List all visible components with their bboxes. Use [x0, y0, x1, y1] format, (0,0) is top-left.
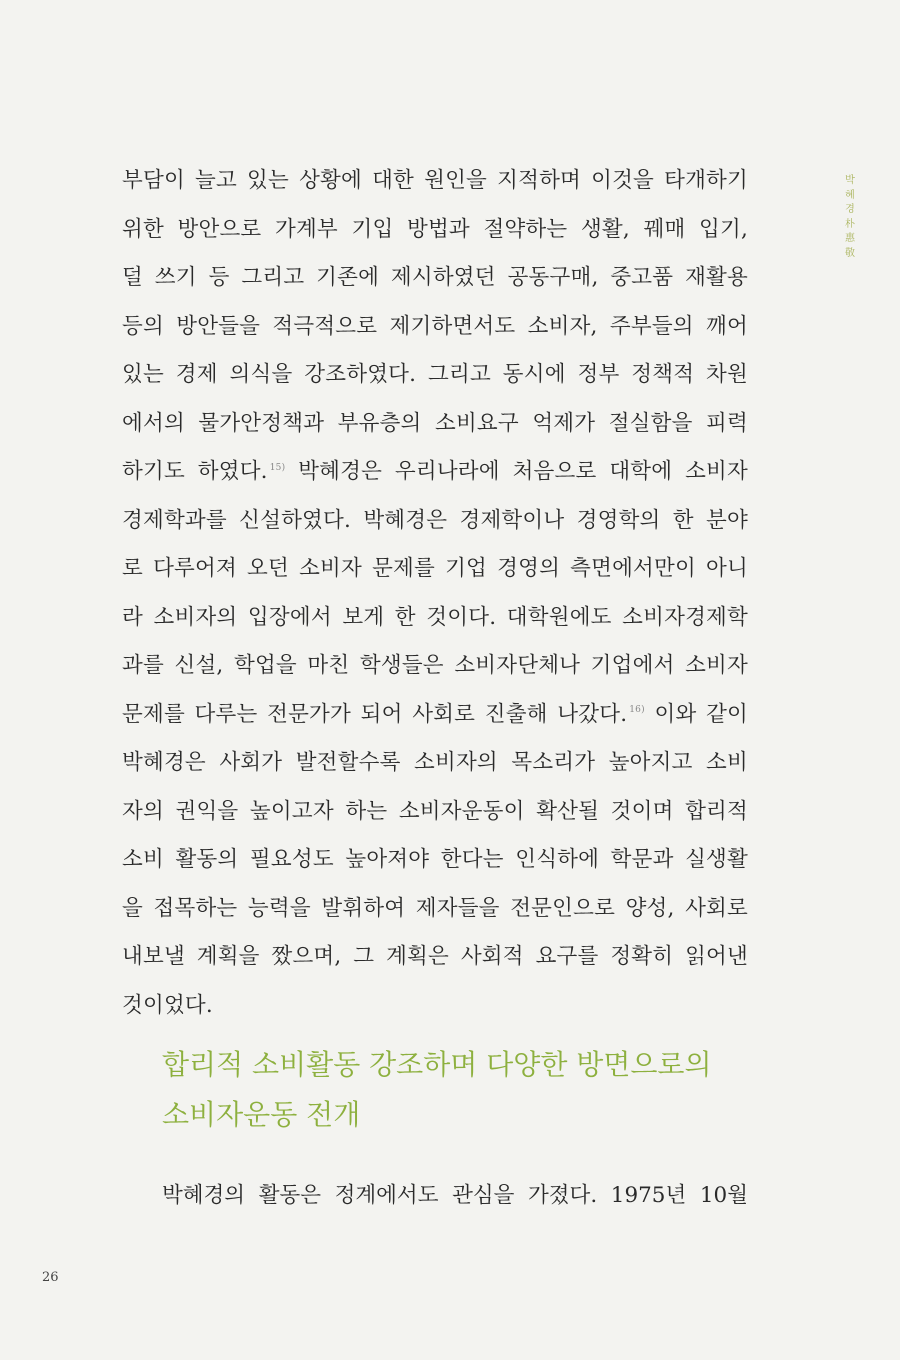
section-heading-line: 합리적 소비활동 강조하며 다양한 방면으로의 — [162, 1048, 712, 1081]
text-segment: 박혜경은 우리나라에 처음으로 대학에 소비자 — [298, 459, 748, 484]
text-line: 에서의 물가안정책과 부유층의 소비요구 억제가 절실함을 피력 — [122, 410, 748, 436]
text-line: 과를 신설, 학업을 마친 학생들은 소비자단체나 기업에서 소비자 — [122, 653, 748, 678]
text-line: 부담이 늘고 있는 상황에 대한 원인을 지적하며 이것을 타개하기 — [122, 168, 748, 193]
running-title: 박혜경朴惠敬 — [845, 175, 855, 259]
section-heading-line: 소비자운동 전개 — [162, 1098, 361, 1131]
section-heading — [162, 1040, 782, 1140]
main-paragraph — [122, 157, 748, 1030]
page-number: 26 — [42, 1270, 59, 1285]
text-line-with-footnote — [122, 691, 748, 740]
footnote-marker-15: 15) — [269, 462, 286, 473]
text-line: 자의 권익을 높이고자 하는 소비자운동이 확산될 것이며 합리적 — [122, 798, 748, 824]
text-segment: 이와 같이 — [654, 701, 749, 727]
text-line: 덜 쓰기 등 그리고 기존에 제시하였던 공동구매, 중고품 재활용 — [122, 265, 748, 290]
text-line: 것이었다. — [122, 992, 213, 1018]
text-segment: 하기도 하였다. — [122, 459, 268, 484]
text-line: 을 접목하는 능력을 발휘하여 제자들을 전문인으로 양성, 사회로 — [122, 895, 748, 921]
text-line: 소비 활동의 필요성도 높아져야 한다는 인식하에 학문과 실생활 — [122, 847, 748, 872]
text-line: 내보낼 계획을 짰으며, 그 계획은 사회적 요구를 정확히 읽어낸 — [122, 944, 748, 969]
text-line-with-footnote — [122, 448, 748, 497]
text-line: 라 소비자의 입장에서 보게 한 것이다. 대학원에도 소비자경제학 — [122, 604, 748, 630]
text-line: 있는 경제 의식을 강조하였다. 그리고 동시에 정부 정책적 차원 — [122, 362, 748, 387]
text-line: 로 다루어져 오던 소비자 문제를 기업 경영의 측면에서만이 아니 — [122, 556, 748, 581]
text-line: 박혜경은 사회가 발전할수록 소비자의 목소리가 높아지고 소비 — [122, 750, 748, 775]
text-line: 경제학과를 신설하였다. 박혜경은 경제학이나 경영학의 한 분야 — [122, 507, 748, 533]
text-segment: 문제를 다루는 전문가가 되어 사회로 진출해 나갔다. — [122, 701, 628, 727]
text-line: 등의 방안들을 적극적으로 제기하면서도 소비자, 주부들의 깨어 — [122, 313, 748, 339]
text-line: 위한 방안으로 가계부 기입 방법과 절약하는 생활, 꿰매 입기, — [122, 216, 748, 242]
second-paragraph: 박혜경의 활동은 정계에서도 관심을 가졌다. 1975년 10월 — [162, 1183, 748, 1208]
footnote-marker-16: 16) — [629, 705, 645, 716]
